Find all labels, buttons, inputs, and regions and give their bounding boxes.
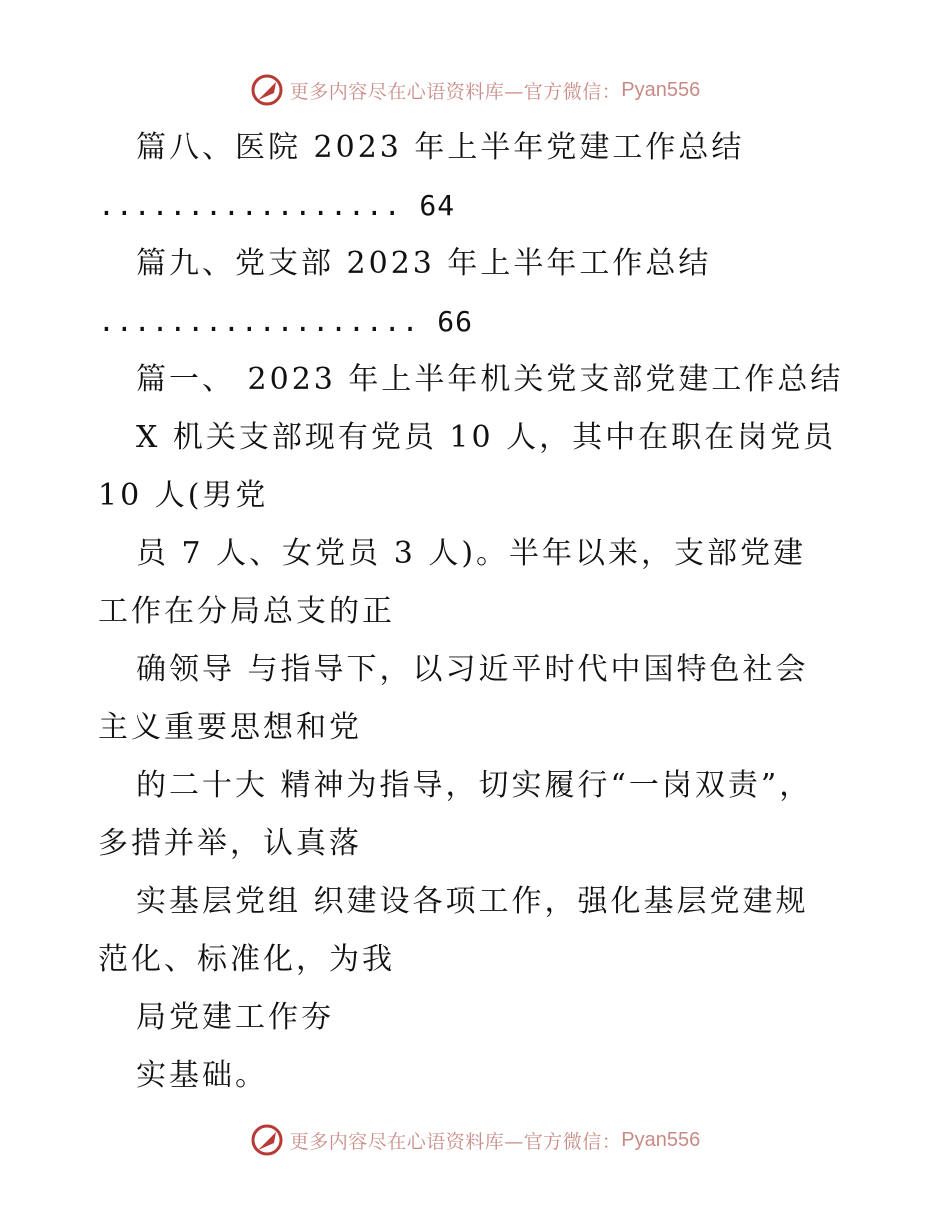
article-heading: 篇一、 2023 年上半年机关党支部党建工作总结 [136, 362, 844, 397]
watermark-text: 更多内容尽在心语资料库—官方微信： [289, 1130, 622, 1153]
paragraph-line: 员 7 人、女党员 3 人)。半年以来，支部党建 [136, 536, 807, 571]
paragraph-line: 工作在分局总支的正 [98, 594, 395, 629]
toc-entry-leader: .................. 66 [98, 305, 474, 338]
paragraph-line: 10 人(男党 [98, 478, 269, 513]
paragraph-line: 多措并举，认真落 [98, 826, 362, 861]
quill-logo-icon [250, 73, 284, 107]
paragraph-line: 局党建工作夯 [136, 1000, 334, 1035]
paragraph-line: 确领导 与指导下，以习近平时代中国特色社会 [136, 652, 809, 687]
toc-entry-title: 篇九、党支部 2023 年上半年工作总结 [136, 246, 712, 281]
paragraph-line: 实基础。 [136, 1058, 268, 1093]
paragraph-line: 主义重要思想和党 [98, 710, 362, 745]
toc-entry-leader: ................. 64 [98, 189, 456, 222]
toc-entry-title: 篇八、医院 2023 年上半年党建工作总结 [136, 130, 745, 165]
watermark-wechat-id: Pyan556 [621, 1128, 701, 1151]
footer-watermark [0, 1120, 950, 1160]
watermark-text: 更多内容尽在心语资料库—官方微信： [289, 80, 622, 103]
watermark-wechat-id: Pyan556 [621, 78, 701, 101]
paragraph-line: 范化、标准化，为我 [98, 942, 395, 977]
paragraph-line: X 机关支部现有党员 10 人，其中在职在岗党员 [136, 420, 837, 455]
paragraph-line: 实基层党组 织建设各项工作，强化基层党建规 [136, 884, 809, 919]
header-watermark [0, 70, 950, 110]
quill-logo-icon [250, 1123, 284, 1157]
paragraph-line: 的二十大 精神为指导，切实履行“一岗双责”， [136, 768, 813, 803]
